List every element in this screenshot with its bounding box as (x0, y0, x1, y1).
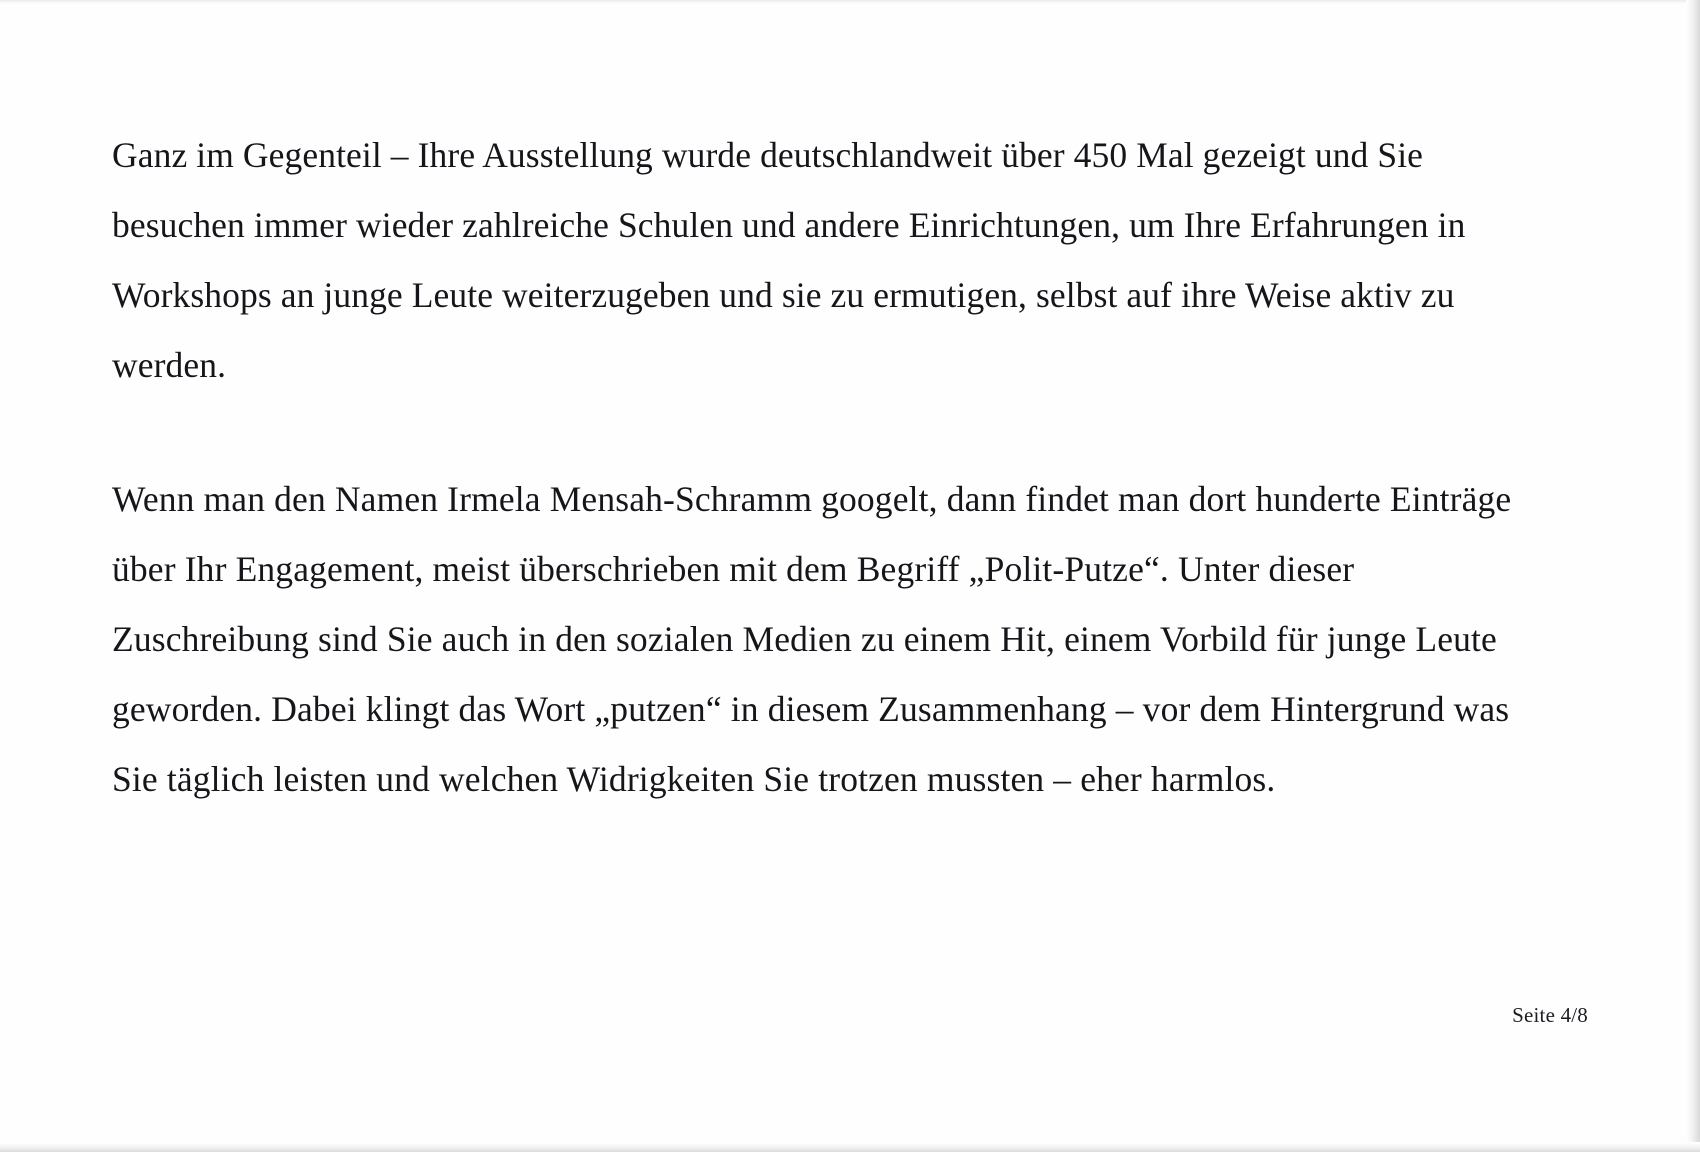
page-footer (1512, 1003, 1588, 1028)
scan-edge-right (1686, 0, 1700, 1152)
page-text-body (112, 120, 1542, 814)
scan-edge-bottom (0, 1142, 1700, 1152)
scan-edge-top (0, 0, 1700, 5)
page-number: Seite 4/8 (1512, 1003, 1588, 1027)
paragraph-1: Ganz im Gegenteil – Ihre Ausstellung wurde deutschlandweit über 450 Mal gezeigt und Sie besuchen immer wieder zahlreiche Schulen und andere Einrichtungen, um Ihre Erfahrungen in Workshops an junge Leute weiterzugeben und sie zu ermutigen, selbst auf ihre Weise aktiv zu werden. (112, 135, 1466, 385)
paragraph-2: Wenn man den Namen Irmela Mensah-Schramm googelt, dann findet man dort hunderte Einträge über Ihr Engagement, meist überschrieben mit dem Begriff „Polit-Putze“. Unter dieser Zuschreibung sind Sie auch in den sozialen Medien zu einem Hit, einem Vorbild für junge Leute geworden. Dabei klingt das Wort „putzen“ in diesem Zusammenhang – vor dem Hintergrund was Sie täglich leisten und welchen Widrigkeiten Sie trotzen mussten – eher harmlos. (112, 479, 1512, 799)
